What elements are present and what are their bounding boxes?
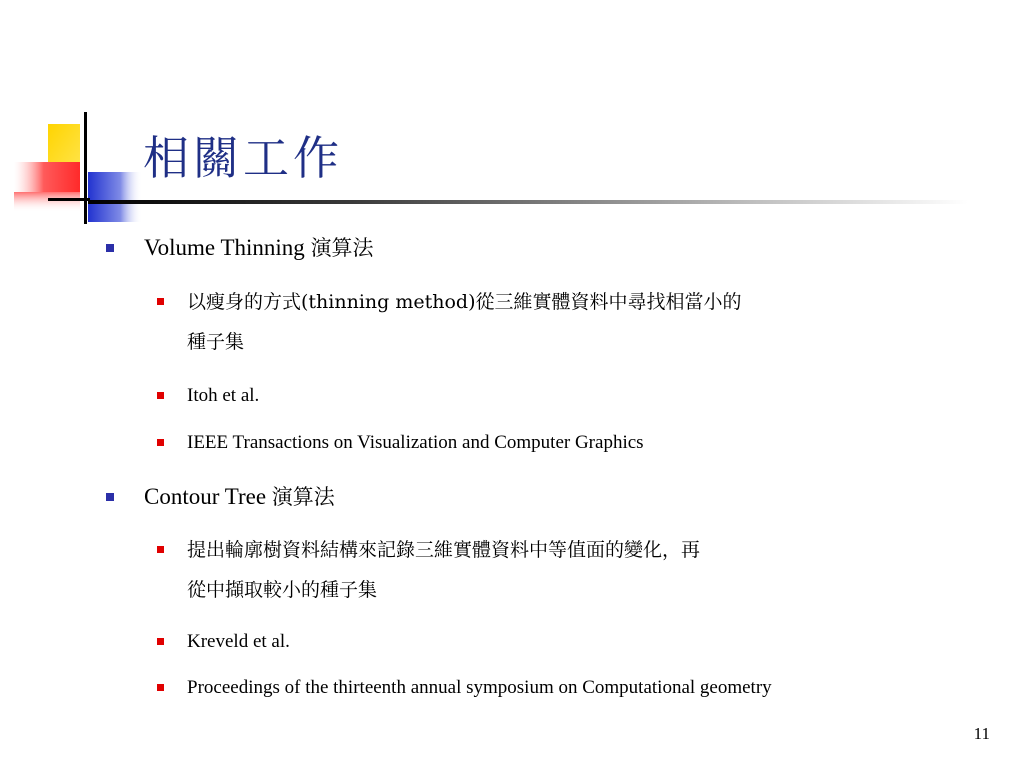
sub-bullet-line: 種子集 <box>187 331 245 353</box>
deco-red-fade <box>14 192 80 212</box>
bullet-text-latin: Volume Thinning <box>144 235 311 260</box>
sub-bullet-line: Kreveld et al. <box>187 631 290 652</box>
deco-horizontal-line <box>48 198 90 201</box>
sub-bullet-line: 從中擷取較小的種子集 <box>187 579 378 601</box>
sub-bullet-line: Proceedings of the thirteenth annual symposium on Computational geometry <box>187 677 772 698</box>
sub-bullet-line: 提出輪廓樹資料結構來記錄三維實體資料中等值面的變化，再 <box>187 539 701 561</box>
sub-bullet-method <box>187 280 742 364</box>
bullet-contour-tree <box>144 481 335 511</box>
title-underline <box>88 200 968 204</box>
deco-blue-square <box>88 172 142 222</box>
sub-bullet-line: 以瘦身的方式(thinning method)從三維實體資料中尋找相當小的 <box>187 291 742 313</box>
bullet-text-latin: Contour Tree <box>144 484 272 509</box>
page-number: 11 <box>973 724 990 743</box>
sub-bullet-venue <box>187 421 644 465</box>
page-title: 相關工作 <box>143 131 343 185</box>
sub-bullet-line: Itoh et al. <box>187 385 260 406</box>
sub-bullet-author <box>187 374 259 418</box>
sub-bullet-author <box>187 620 290 664</box>
sub-bullet-method <box>187 528 700 612</box>
sub-bullet-line: IEEE Transactions on Visualization and Computer Graphics <box>187 432 644 453</box>
bullet-volume-thinning <box>144 232 374 262</box>
deco-vertical-line <box>84 112 87 224</box>
sub-bullet-venue <box>187 666 772 710</box>
deco-red-bar <box>14 162 80 192</box>
bullet-text-cjk: 演算法 <box>310 236 374 260</box>
title-decoration <box>0 0 1024 240</box>
bullet-text-cjk: 演算法 <box>271 485 335 509</box>
